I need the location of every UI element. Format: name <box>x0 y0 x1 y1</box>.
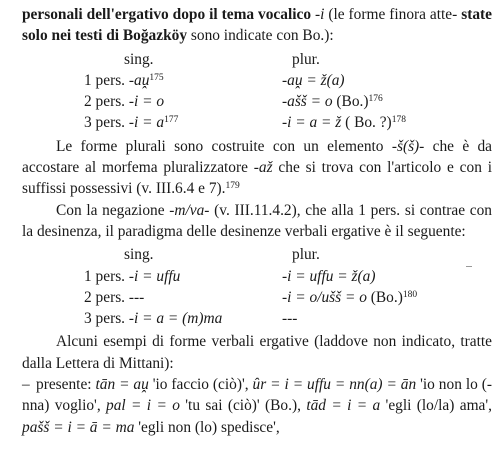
plur-cell: --- <box>282 310 298 328</box>
table-row <box>22 112 492 133</box>
paragraph-negation: Con la negazione -m/va- (v. III.11.4.2), che alla 1 pers. si contrae con la desinenza, il paradigma delle desinenze verbali ergative è il seguente: <box>22 201 492 240</box>
header-plur: plur. <box>292 50 320 68</box>
scan-mark <box>466 266 472 267</box>
plur-cell: -aṷ = ž(a) <box>282 71 345 89</box>
paragraph-plural-forms: Le forme plurali sono costruite con un elemento -š(š)- che è da accostare al morfema pluralizzatore -až che si trova con l'articolo e con i suffissi possessivi (v. III.6.4 e 7).$^{179}$ <box>22 137 492 198</box>
sing-cell: 1 pers. -aṷ$^{175}$ <box>84 71 164 89</box>
plur-cell: -ašš = o $(Bo.)^{176}$ <box>282 93 383 111</box>
intro-theme-i: -i <box>311 6 325 23</box>
paradigm-table-1 <box>22 49 492 134</box>
footnote-ref: 180 <box>402 289 418 300</box>
sing-cell: 2 pers. -i = o <box>84 93 165 111</box>
plur-cell: -i = uffu = ž(a) <box>282 267 376 285</box>
table-row <box>22 91 492 112</box>
paragraph-intro <box>22 4 492 47</box>
footnote-ref: 179 <box>225 181 240 192</box>
table-row <box>22 308 492 329</box>
header-sing: sing. <box>124 50 154 68</box>
intro-text-2: sono indicate con Bo.): <box>187 27 334 45</box>
sing-cell: 3 pers. -i = a = (m)ma <box>84 310 223 328</box>
intro-text-1: (le forme finora atte- <box>324 6 458 23</box>
footnote-ref: 178 <box>391 115 406 126</box>
header-plur: plur. <box>292 246 320 264</box>
intro-bold-2: state solo nei testi di Boğazköy <box>22 6 492 45</box>
footnote-ref: 177 <box>164 115 179 126</box>
list-dash: – <box>22 376 30 394</box>
table-header <box>22 49 492 70</box>
table-row <box>22 287 492 308</box>
page <box>22 4 492 438</box>
table-row <box>22 70 492 91</box>
table-header <box>22 244 492 265</box>
list-item: – presente: tān = aṷ 'io faccio (ciò)', ûr = i = uffu = nn(a) = ān 'io non lo (-nna) voglio', pal = i = o 'tu sai (ciò)' (Bo.), tād = i = a 'egli (lo/la) ama', pašš = i = ā = ma 'egli non (lo) spedisce', <box>22 376 492 436</box>
examples-list <box>22 374 492 438</box>
sing-cell: 3 pers. $-i = a^{177}$ <box>84 114 179 132</box>
table-row <box>22 266 492 287</box>
footnote-ref: 175 <box>149 72 164 83</box>
sing-cell: 2 pers. --- <box>84 288 145 306</box>
plur-cell: -i = a = ž ( Bo. ?)$^{178}$ <box>282 114 406 132</box>
paradigm-table-2 <box>22 244 492 329</box>
header-sing: sing. <box>124 246 154 264</box>
intro-bold-1: personali dell'ergativo dopo il tema vocalico <box>22 6 312 23</box>
paragraph-examples-intro: Alcuni esempi di forme verbali ergative (laddove non indicato, tratte dalla Lettera di Mittani): <box>22 333 492 372</box>
sing-cell: 1 pers. -i = uffu <box>84 267 181 285</box>
plur-cell: -i = o/ušš = o $(Bo.)^{180}$ <box>282 288 418 306</box>
footnote-ref: 176 <box>368 94 383 105</box>
